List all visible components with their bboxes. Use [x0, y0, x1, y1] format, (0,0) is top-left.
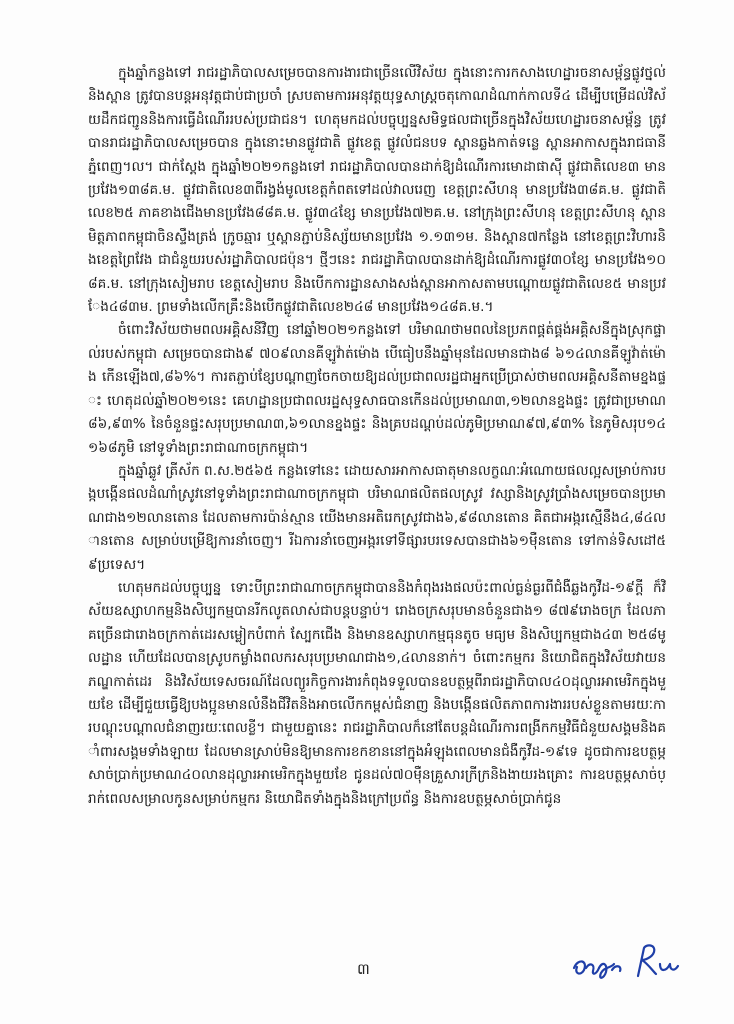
- page-number: ៣: [357, 960, 370, 978]
- paragraph-agriculture: ក្នុងឆ្នាំឆ្លូវ ត្រីស័ក ព.ស.២៥៦៥ កន្លងទៅនេះ ដោយសារអាកាសធាតុមានលក្ខណៈអំណោយផលល្អសម្រាប់ការបង្កបង្កើនផលដំណាំស្រូវនៅទូទាំងព្រះរាជាណាចក្រកម្ពុជា បរិមាណផលិតផលស្រូវ វស្សានិងស្រូវប្រាំងសម្រេចបានប្រមាណជាង១២លានតោន ដែលតាមការប៉ាន់ស្មាន យើងមានអតិរេកស្រូវជាង៦,៩៨លានតោន គិតជាអង្ករស្មើនឹង៤,៨៤លានតោន សម្រាប់បម្រើឱ្យការនាំចេញ។ រីឯការនាំចេញអង្ករទៅទីផ្សារបរទេសបានជាង៦១ម៉ឺនតោន ទៅកាន់ទិសដៅ៥៩ប្រទេស។: [88, 462, 666, 573]
- paragraph-electricity: ចំពោះវិស័យថាមពលអគ្គិសនីវិញ នៅឆ្នាំ២០២១កន្លងទៅ បរិមាណថាមពលនៃប្រភពផ្គត់ផ្គង់អគ្គិសនីក្នុងស្រុកផ្ទាល់របស់កម្ពុជា សម្រេចបានជាង៩ ៧០៩លានគីឡូវ៉ាត់ម៉ោង បើធៀបនឹងឆ្នាំមុនដែលមានជាង៨ ៦១៤លានគីឡូវ៉ាត់ម៉ោង កើនឡើង៧,៨៦%។ ការតភ្ជាប់ខ្សែបណ្តាញចែកចាយឱ្យដល់ប្រជាពលរដ្ឋជាអ្នកប្រើប្រាស់ថាមពលអគ្គិសនីតាមខ្នងផ្ទះ ហេតុដល់ឆ្នាំ២០២១នេះ គេហដ្ឋានប្រជាពលរដ្ឋសុទ្ធសាធបានកើនដល់ប្រមាណ៣,១២លានខ្នងផ្ទះ ត្រូវជាប្រមាណ៨៦,៩៣% នៃចំនួនផ្ទះសរុបប្រមាណ៣,៦១លានខ្នងផ្ទះ និងគ្របដណ្តប់ដល់ភូមិប្រមាណ៩៧,៩៣% នៃភូមិសរុប១៤ ១៦៨ភូមិ នៅទូទាំងព្រះរាជាណាចក្រកម្ពុជា។: [88, 322, 666, 456]
- paragraph-infrastructure: ក្នុងឆ្នាំកន្លងទៅ រាជរដ្ឋាភិបាលសម្រេចបានការងារជាច្រើនលើវិស័យ ក្នុងនោះការកសាងហេដ្ឋារចនាសម្ព័ន្ធផ្លូវថ្នល់និងស្ពាន ត្រូវបានបន្តអនុវត្តជាប់ជាប្រចាំ ស្របតាមការអនុវត្តយុទ្ធសាស្ត្រចតុកោណដំណាក់កាលទី៤ ដើម្បីបម្រើដល់វិស័យដឹកជញ្ជូននិងការធ្វើដំណើររបស់ប្រជាជន។ ហេតុមកដល់បច្ចុប្បន្នសមិទ្ធផលជាច្រើនក្នុងវិស័យហេដ្ឋារចនាសម្ព័ន្ធ ត្រូវបានរាជរដ្ឋាភិបាលសម្រេចបាន ក្នុងនោះមានផ្លូវជាតិ ផ្លូវខេត្ត ផ្លូវលំជនបទ ស្ពានឆ្លងកាត់ទន្លេ ស្ពានអាកាសក្នុងរាជធានីភ្នំពេញ។ល។ ជាក់ស្តែង ក្នុងឆ្នាំ២០២១កន្លងទៅ រាជរដ្ឋាភិបាលបានដាក់ឱ្យដំណើរការមោដាផាស៊ី ផ្លូវជាតិលេខ៣ មានប្រវែង១៣៨គ.ម. ផ្លូវជាតិលេខ៣ពីរង្វង់មូលខេត្តកំពតទៅដល់វាលរេញ ខេត្តព្រះសីហនុ មានប្រវែង៣៨គ.ម. ផ្លូវជាតិលេខ២៥ ភាគខាងជើងមានប្រវែង៨៨គ.ម. ផ្លូវ៣៤ខ្សែ មានប្រវែង៧២គ.ម. នៅក្រុងព្រះសីហនុ ខេត្តព្រះសីហនុ ស្ពានមិត្តភាពកម្ពុជាចិនស្ទឹងត្រង់ ក្រូចឆ្មារ ឬស្ពានភ្ជាប់និស្ស័យមានប្រវែង ១.១៣១ម. និងស្ពាន៧កន្លែង នៅខេត្តព្រះវិហារនិងខេត្តព្រៃវែង ជាជំនួយរបស់រដ្ឋាភិបាលជប៉ុន។ ថ្មីៗនេះ រាជរដ្ឋាភិបាលបានដាក់ឱ្យដំណើរការផ្លូវ៣០ខ្សែ មានប្រវែង១០៨គ.ម. នៅក្រុងសៀមរាប ខេត្តសៀមរាប និងបើកការដ្ឋានសាងសង់ស្ពានអាកាសតាមបណ្តោយផ្លូវជាតិលេខ៥ មានប្រវែង៤៨៣ម. ព្រមទាំងលើកគ្រឹះនិងបើកផ្លូវជាតិលេខ២៤៨ មានប្រវែង១៤៨គ.ម.។: [88, 65, 666, 316]
- document-body: [88, 62, 666, 811]
- handwritten-initials: [568, 938, 708, 984]
- paragraph-industry: ហេតុមកដល់បច្ចុប្បន្ន ទោះបីព្រះរាជាណាចក្រកម្ពុជាបាននិងកំពុងរងផលប៉ះពាល់ធ្ងន់ធ្ងរពីជំងឺឆ្លងកូវីដ-១៩ក្តី ក៏វិស័យឧស្សាហកម្មនិងសិប្បកម្មបានរីកលូតលាស់ជាបន្តបន្ទាប់។ រោងចក្រសរុបមានចំនួនជាង១ ៨៧៩រោងចក្រ ដែលភាគច្រើនជារោងចក្រកាត់ដេរសម្លៀកបំពាក់ ស្បែកជើង និងមានឧស្សាហកម្មធុនតូច មធ្យម និងសិប្បកម្មជាង៤៣ ២៥៨មូលដ្ឋាន ហើយដែលបានស្រូបកម្លាំងពលករសរុបប្រមាណជាង១,៤លាននាក់។ ចំពោះកម្មករ និយោជិតក្នុងវិស័យវាយនភណ្ឌកាត់ដេរ និងវិស័យទេសចរណ៍ដែលព្យួរកិច្ចការងារកំពុងទទួលបានឧបត្ថម្ភពីរាជរដ្ឋាភិបាល៤០ដុល្លារអាមេរិកក្នុងមួយខែ ដើម្បីជួយធ្វើឱ្យបងប្អូនមានលំនឹងជីវិតនិងអាចលើកកម្ពស់ជំនាញ និងបង្កើនផលិតភាពការងាររបស់ខ្លួនតាមរយៈការបណ្តុះបណ្តាលជំនាញរយៈពេលខ្លី។ ជាមួយគ្នានេះ រាជរដ្ឋាភិបាលក៏នៅតែបន្តដំណើរការពង្រីកកម្មវិធីជំនួយសង្គមនិងគាំពារសង្គមទាំងឡាយ ដែលមានស្រាប់មិនឱ្យមានការខកខាននៅក្នុងអំឡុងពេលមានជំងឺកូវីដ-១៩ទេ ដូចជាការឧបត្ថម្ភសាច់ប្រាក់ប្រមាណ៤០លានដុល្លារអាមេរិកក្នុងមួយខែ ជូនដល់៧០ម៉ឺនគ្រួសារក្រីក្រនិងងាយរងគ្រោះ ការឧបត្ថម្ភសាច់ប្រាក់ពេលសម្រាលកូនសម្រាប់កម្មករ និយោជិតទាំងក្នុងនិងក្រៅប្រព័ន្ធ និងការឧបត្ថម្ភសាច់ប្រាក់ជូន: [88, 579, 666, 807]
